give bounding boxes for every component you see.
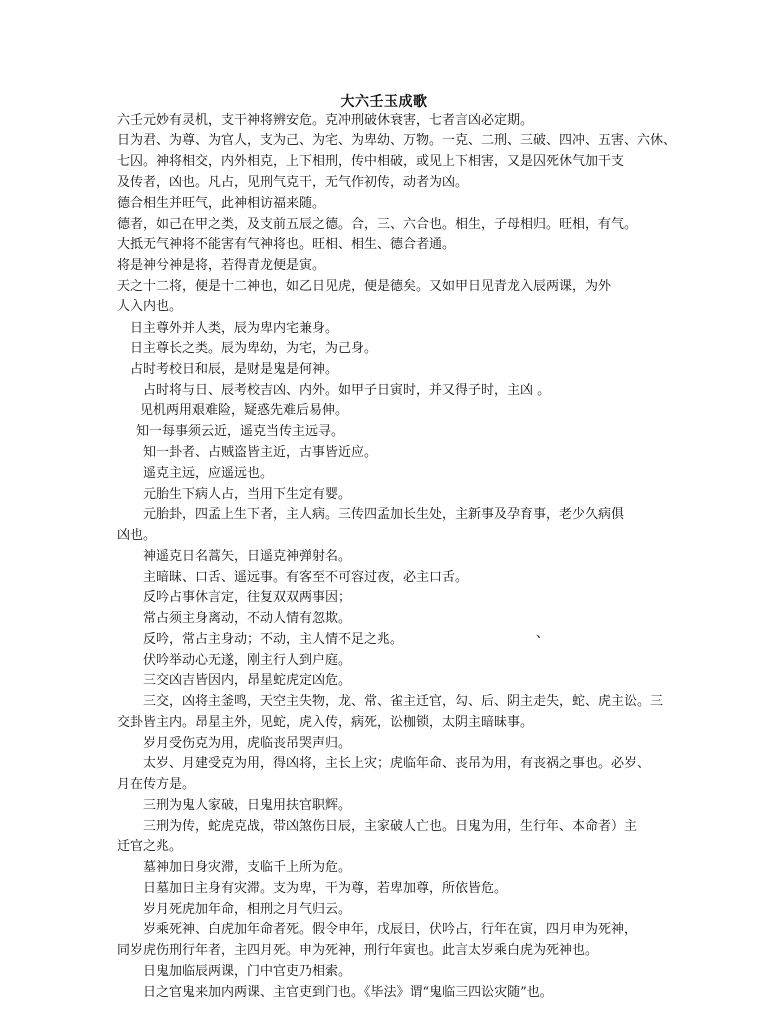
text-line: 岁月死虎加年命，相刑之月气归云。 [143,902,352,917]
text-line: 交卦皆主内。昂星主外，见蛇，虎入传，病死，讼枷锁，太阴主暗昧事。 [117,715,534,730]
text-line: 日墓加日主身有灾滞。支为卑，干为尊，若卑加尊，所依皆危。 [143,881,508,896]
text-line: 七囚。神将相交，内外相克，上下相刑，传中相破，或见上下相害，又是囚死休气加干支 [117,154,625,169]
text-line: 月在传方是。 [117,777,196,792]
text-line: 三刑为鬼人家破，日鬼用扶官职辉。 [143,798,352,813]
text-line: 太岁、月建受克为用，得凶将，主长上灾；虎临年命、丧吊为用，有丧祸之事也。必岁、 [143,756,651,771]
text-line: 日为君、为尊、为官人，支为己、为宅、为卑幼、万物。一克、二刑、三破、四冲、五害、六休、 [117,133,677,148]
stray-mark: 、 [536,626,550,641]
text-line: 六壬元妙有灵机，支干神将辨安危。克冲刑破休衰害，七者言凶必定期。 [117,113,534,128]
text-line: 知一卦者、占贼盗皆主近，古事皆近应。 [143,445,378,460]
text-line: 遥克主远，应遥远也。 [143,466,274,481]
text-line: 日之官鬼来加内两课、主官吏到门也。《毕法》谓“鬼临三四讼灾随”也。 [143,985,553,1000]
text-line: 同岁虎伤刑行年者，主四月死。申为死神，刑行年寅也。此言太岁乘白虎为死神也。 [117,943,599,958]
text-line: 反吟，常占主身动；不动，主人情不足之兆。 [143,632,404,647]
text-line: 凶也。 [117,528,157,543]
text-line: 占时考校日和辰，是财是鬼是何神。 [130,362,339,377]
text-line: 知一每事须云近，遥克当传主远寻。 [136,424,345,439]
text-line: 三交凶吉皆因内，昂星蛇虎定凶危。 [143,673,352,688]
text-line: 日主尊外并人类，辰为卑内宅兼身。 [130,321,339,336]
text-line: 天之十二将，便是十二神也，如乙日见虎，便是德矣。又如甲日见青龙入辰两课，为外 [117,279,612,294]
text-line: 迁官之兆。 [117,839,183,854]
text-line: 墓神加日身灾滞，支临千上所为危。 [143,860,352,875]
text-line: 德合相生并旺气，此神相访福来随。 [117,196,326,211]
text-line: 日鬼加临辰两课，门中官吏乃相索。 [143,964,352,979]
text-line: 三刑为传，蛇虎克战，带凶煞伤日辰，主家破人亡也。日鬼为用，生行年、本命者）主 [143,819,638,834]
text-line: 及传者，凶也。凡占，见刑气克干，无气作初传，动者为凶。 [117,175,469,190]
text-line: 岁月受伤克为用，虎临丧吊哭声归。 [143,736,352,751]
text-line: 主暗昧、口舌、遥远事。有客至不可容过夜，必主口舌。 [143,570,469,585]
text-line: 大抵无气神将不能害有气神将也。旺相、相生、德合者通。 [117,237,456,252]
document-title: 大六壬玉成歌 [340,94,428,110]
text-line: 反吟占事休言定，往复双双两事因； [143,590,352,605]
text-line: 见机两用艰难险，疑惑先难后易伸。 [140,403,349,418]
text-line: 将是神兮神是将，若得青龙便是寅。 [117,258,326,273]
text-line: 元胎卦，四孟上生下者，主人病。三传四孟加长生处，主新事及孕育事，老少久病俱 [143,507,625,522]
text-line: 日主尊长之类。辰为卑幼，为宅，为己身。 [130,341,378,356]
text-line: 三交，凶将主釜鸣，天空主失物，龙、常、雀主迁官，勾、后、阴主走失，蛇、虎主讼。三 [143,694,664,709]
text-line: 神遥克日名蒿矢，日遥克神弹射名。 [143,549,352,564]
text-line: 占时将与日、辰考校吉凶、内外。如甲子日寅时，并又得子时，主凶 。 [143,383,551,398]
text-line: 伏吟举动心无遂，刚主行人到户庭。 [143,653,352,668]
text-line: 元胎生下病人占，当用下生定有婴。 [143,487,352,502]
text-line: 岁乘死神、白虎加年命者死。假令申年，戊辰日，伏吟占，行年在寅，四月申为死神， [143,922,638,937]
text-line: 人入内也。 [117,299,183,314]
text-line: 德者，如己在甲之类，及支前五辰之德。合，三、六合也。相生，子母相归。旺相，有气。 [117,217,638,232]
text-line: 常占须主身离动，不动人情有忽欺。 [143,611,352,626]
